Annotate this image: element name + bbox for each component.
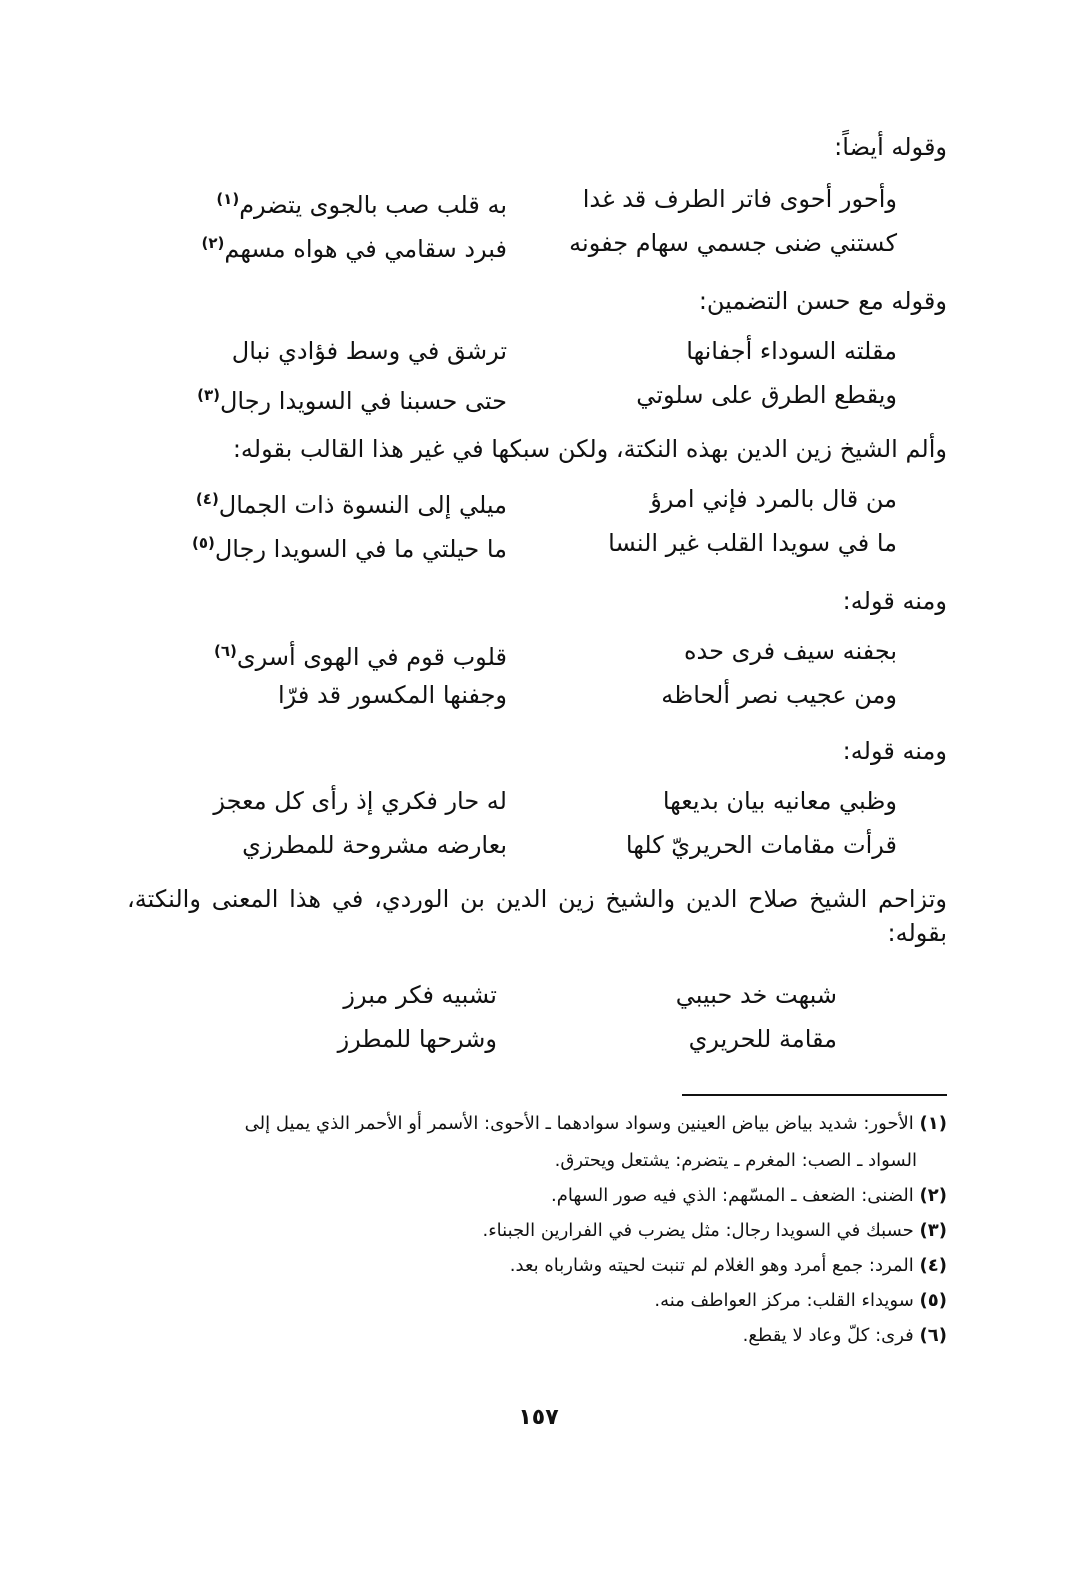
verse-3b-first-hemistich: ما في سويدا القلب غير النسا	[608, 529, 897, 557]
verse-6a-first-hemistich: شبهت خد حبيبي	[675, 981, 837, 1009]
footnote-marker-2: (٢)	[201, 234, 225, 252]
footnote-marker-1: (١)	[216, 190, 240, 208]
footnote-6: (٦) فرى: كلّ وعاد لا يقطع.	[742, 1325, 947, 1346]
footnote-marker-3: (٣)	[197, 386, 220, 404]
heading-qawluhu-aydan: وقوله أيضاً:	[834, 133, 947, 161]
verse-4b-first-hemistich: ومن عجيب نصر ألحاظه	[661, 681, 897, 709]
footnote-marker-4: (٤)	[195, 490, 219, 508]
footnote-2: (٢) الضنى: الضعف ـ المسّهم: الذي فيه صور السهام.	[551, 1185, 947, 1206]
footnote-4: (٤) المرد: جمع أمرد وهو الغلام لم تنبت لحيته وشارباه بعد.	[509, 1255, 947, 1276]
verse-3b-second-hemistich: ما حيلتي ما في السويدا رجال$^{(٥)}$	[191, 534, 507, 563]
verse-3a-first-hemistich: من قال بالمرد فإني امرؤ	[650, 485, 897, 513]
verse-4b-second-hemistich: وجفنها المكسور قد فرّا	[277, 681, 507, 709]
verse-6b-second-hemistich: وشرحها للمطرز	[337, 1025, 497, 1053]
verse-4a-first-hemistich: بجفنه سيف فرى حده	[683, 637, 897, 665]
footnote-1-continuation: السواد ـ الصب: المغرم ـ يتضرم: يشتعل ويحترق.	[554, 1150, 917, 1171]
verse-2a-first-hemistich: مقلته السوداء أجفانها	[686, 337, 897, 365]
verse-1a-second-hemistich: به قلب صب بالجوى يتضرم$^{(١)}$	[216, 190, 507, 219]
footnote-1: (١) الأحور: شديد بياض بياض العينين وسواد سوادهما ـ الأحوى: الأسمر أو الأحمر الذي يميل إلى	[244, 1113, 947, 1134]
verse-1b-first-hemistich: كستني ضنى جسمي سهام جفونه	[569, 229, 897, 257]
page-number: ١٥٧	[518, 1405, 559, 1430]
footnote-marker-5: (٥)	[191, 534, 215, 552]
heading-minhu-qawluhu-2: ومنه قوله:	[842, 737, 947, 765]
verse-3a-second-hemistich: ميلي إلى النسوة ذات الجمال$^{(٤)}$	[195, 490, 507, 519]
verse-4a-second-hemistich: قلوب قوم في الهوى أسرى$^{(٦)}$	[213, 642, 507, 671]
verse-2b-first-hemistich: ويقطع الطرق على سلوتي	[636, 381, 897, 409]
paragraph-tazahum: وتزاحم الشيخ صلاح الدين والشيخ زين الدين بن الوردي، في هذا المعنى والنكتة، بقوله:	[127, 885, 947, 947]
heading-zayn-aldin: وألم الشيخ زين الدين بهذه النكتة، ولكن سبكها في غير هذا القالب بقوله:	[232, 435, 947, 463]
verse-2a-second-hemistich: ترشق في وسط فؤادي نبال	[231, 337, 507, 365]
heading-minhu-qawluhu-1: ومنه قوله:	[842, 587, 947, 615]
verse-6a-second-hemistich: تشبيه فكر مبرز	[343, 981, 497, 1009]
verse-1a-first-hemistich: وأحور أحوى فاتر الطرف قد غدا	[582, 185, 897, 213]
verse-5b-first-hemistich: قرأت مقامات الحريريّ كلها	[625, 831, 897, 859]
footnote-5: (٥) سويداء القلب: مركز العواطف منه.	[654, 1290, 947, 1311]
footnote-3: (٣) حسبك في السويدا رجال: مثل يضرب في الفرارين الجبناء.	[482, 1220, 947, 1241]
verse-5b-second-hemistich: بعارضه مشروحة للمطرزي	[242, 831, 507, 859]
footnote-marker-6: (٦)	[213, 642, 237, 660]
verse-5a-first-hemistich: وظبي معانيه بيان بديعها	[662, 787, 897, 815]
verse-1b-second-hemistich: فبرد سقامي في هواه مسهم$^{(٢)}$	[201, 234, 507, 263]
heading-tadmin: وقوله مع حسن التضمين:	[698, 287, 947, 315]
verse-2b-second-hemistich: حتى حسبنا في السويدا رجال$^{(٣)}$	[197, 386, 507, 415]
footnote-separator	[682, 1094, 947, 1096]
verse-6b-first-hemistich: مقامة للحريري	[688, 1025, 837, 1053]
verse-5a-second-hemistich: له حار فكري إذ رأى كل معجز	[213, 787, 507, 815]
